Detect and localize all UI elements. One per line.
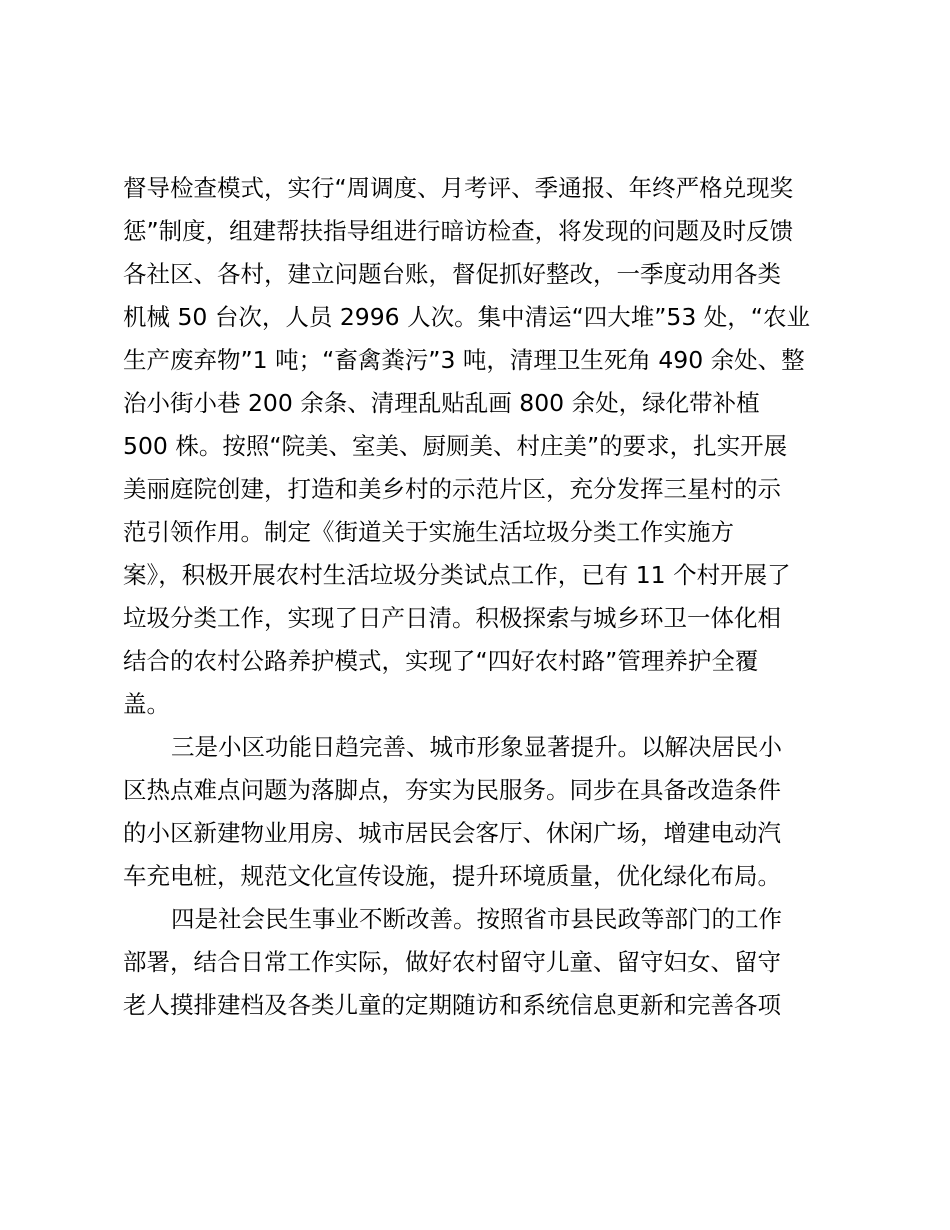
text-line: 区热点难点问题为落脚点，夯实为民服务。同步在具备改造条件: [123, 776, 781, 804]
paragraph-start-line: 三是小区功能日趋完善、城市形象显著提升。以解决居民小: [171, 733, 782, 761]
text-line: 车充电桩，规范文化宣传设施，提升环境质量，优化绿化布局。: [123, 862, 781, 890]
text-line: 各社区、各村，建立问题台账，督促抓好整改，一季度动用各类: [123, 260, 781, 288]
text-line: 督导检查模式，实行“周调度、月考评、季通报、年终严格兑现奖: [123, 174, 794, 202]
text-line: 垃圾分类工作，实现了日产日清。积极探索与城乡环卫一体化相: [123, 604, 781, 632]
text-line: 生产废弃物”1 吨；“畜禽粪污”3 吨，清理卫生死角 490 余处、整: [123, 346, 805, 374]
paragraph-start-line: 四是社会民生事业不断改善。按照省市县民政等部门的工作: [171, 905, 782, 933]
text-line: 老人摸排建档及各类儿童的定期随访和系统信息更新和完善各项: [123, 991, 781, 1019]
text-line: 治小街小巷 200 余条、清理乱贴乱画 800 余处，绿化带补植: [123, 389, 760, 417]
text-line: 美丽庭院创建，打造和美乡村的示范片区，充分发挥三星村的示: [123, 475, 781, 503]
text-line: 盖。: [123, 690, 170, 718]
text-line: 结合的农村公路养护模式，实现了“四好农村路”管理养护全覆: [123, 647, 759, 675]
text-line: 的小区新建物业用房、城市居民会客厅、休闲广场，增建电动汽: [123, 819, 781, 847]
text-line: 500 株。按照“院美、室美、厨厕美、村庄美”的要求，扎实开展: [123, 432, 788, 460]
text-line: 部署，结合日常工作实际，做好农村留守儿童、留守妇女、留守: [123, 948, 781, 976]
text-line: 机械 50 台次，人员 2996 人次。集中清运“四大堆”53 处，“农业: [123, 303, 810, 331]
body-text: [123, 167, 843, 1027]
text-line: 案》，积极开展农村生活垃圾分类试点工作，已有 11 个村开展了: [123, 561, 791, 589]
text-line: 范引领作用。制定《街道关于实施生活垃圾分类工作实施方: [123, 518, 734, 546]
text-line: 惩”制度，组建帮扶指导组进行暗访检查，将发现的问题及时反馈: [123, 217, 794, 245]
